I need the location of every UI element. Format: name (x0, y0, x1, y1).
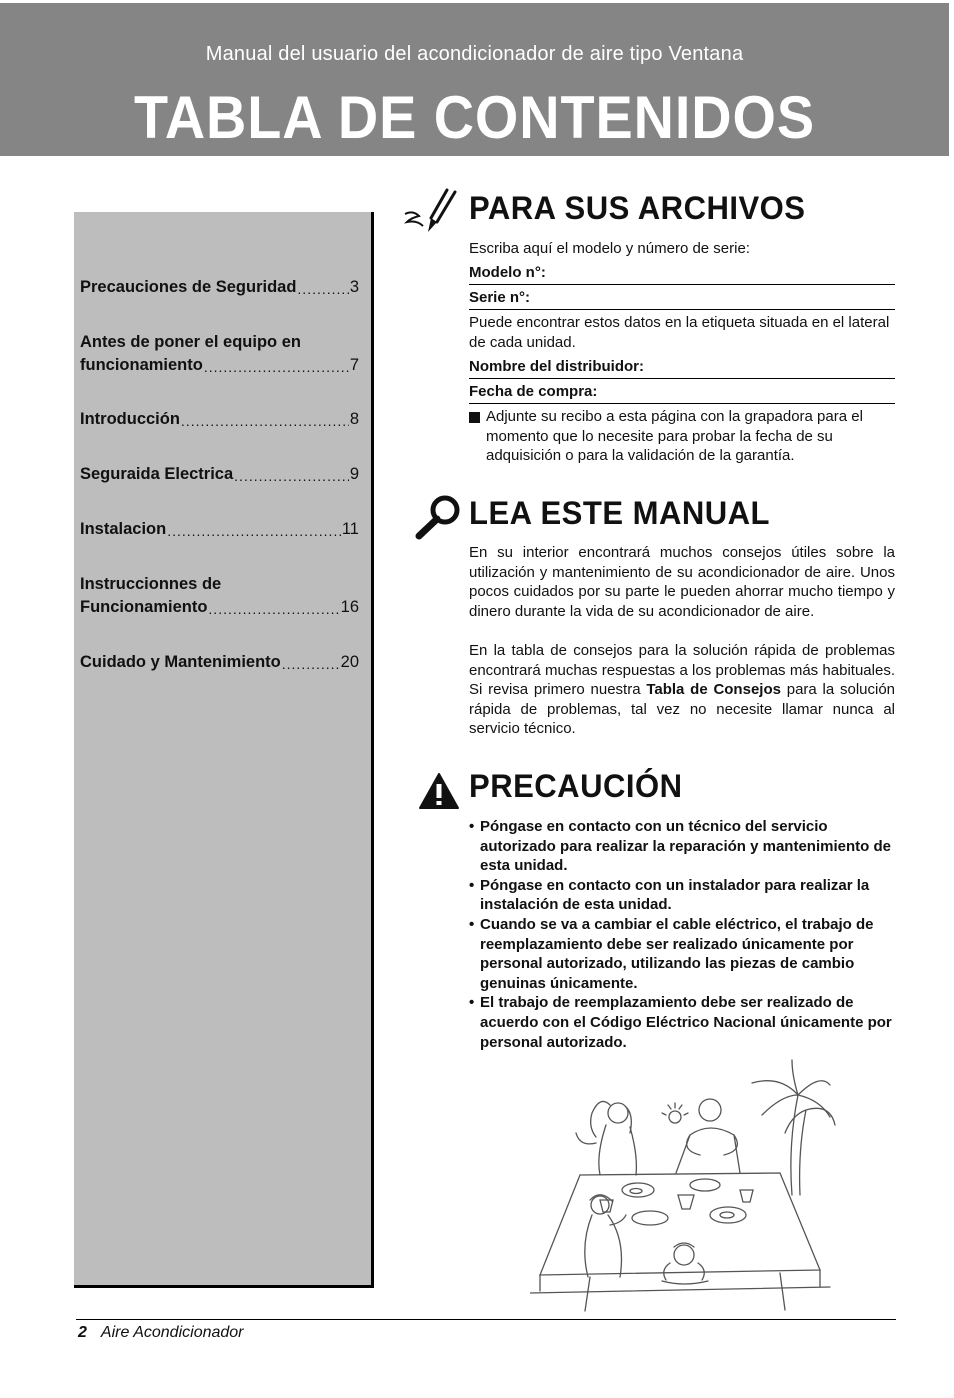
tips-table-reference: Tabla de Consejos (646, 681, 781, 699)
caution-item (469, 876, 895, 915)
toc-entry-title: Introducción (80, 410, 180, 428)
footer-rule (76, 1319, 896, 1320)
caution-item-text: Cuando se va a cambiar el cable eléctrico, el trabajo de reemplazamiento debe ser realizado únicamente por personal autorizado, utilizando las piezas de cambio genuinas únicamente. (480, 915, 874, 992)
caution-item-text: Póngase en contacto con un técnico del servicio autorizado para realizar la reparación y mantenimiento de esta unidad. (480, 818, 891, 875)
page-header (0, 3, 949, 156)
bullet: • (469, 876, 475, 894)
manual-paragraph-2 (469, 641, 895, 739)
manual-section-title: LEA ESTE MANUAL (469, 495, 771, 531)
manual-paragraph-2-pre: En la tabla de consejos para la solución rápida de problemas encontrará muchas respuestas a los problemas más habituales. Si revisa primero nuestra (469, 642, 895, 699)
caution-item-text: El trabajo de reemplazamiento debe ser realizado de acuerdo con el Código Eléctrico Nacional únicamente por personal autorizado. (480, 994, 892, 1051)
magnifier-icon (413, 494, 463, 540)
toc-entry[interactable] (80, 331, 359, 377)
manual-paragraph-2-post: para la solución rápida de problemas, tal vez no necesite llamar nunca al servicio técnico. (469, 681, 896, 738)
family-picnic-illustration (530, 1055, 840, 1315)
page-title: TABLA DE CONTENIDOS (133, 84, 816, 151)
toc-entry[interactable] (80, 463, 359, 486)
page-footer (78, 1324, 244, 1342)
toc-entry-page: 16 (340, 598, 359, 616)
toc-entry-page: 3 (349, 278, 359, 296)
caution-item (469, 915, 895, 993)
warning-triangle-icon (418, 772, 460, 810)
records-intro: Escriba aquí el modelo y número de serie: (469, 240, 750, 257)
toc-entry[interactable] (80, 276, 359, 299)
model-field[interactable] (469, 264, 895, 285)
toc-entry-title: Precauciones de Seguridad (80, 278, 297, 296)
square-bullet-icon (469, 412, 480, 423)
bullet: • (469, 994, 475, 1012)
bullet: • (469, 915, 475, 933)
caution-section-title: PRECAUCIÓN (469, 768, 683, 804)
records-section-title: PARA SUS ARCHIVOS (469, 190, 806, 226)
manual-paragraph-1: En su interior encontrará muchos consejos útiles sobre la utilización y mantenimiento de su acondicionador de aire. Unos pocos cuidados por su parte le pueden ahorrar mucho tiempo y dinero durante la vida de su acondicionador de aire. (469, 544, 895, 620)
toc-entry-page: 20 (340, 653, 359, 671)
table-of-contents (74, 212, 374, 1288)
records-location-text: Puede encontrar estos datos en la etiqueta situada en el lateral de cada unidad. (469, 314, 890, 351)
dealer-field[interactable] (469, 358, 895, 379)
toc-entry-page: 7 (349, 356, 359, 374)
caution-item (469, 993, 895, 1052)
page-number: 2 (78, 1324, 87, 1341)
dealer-label: Nombre del distribuidor: (469, 358, 645, 375)
serial-label: Serie n°: (469, 289, 531, 306)
toc-entry-title: Instruccionnes de (80, 575, 222, 593)
toc-entry-page: 11 (341, 520, 359, 538)
caution-list (469, 817, 895, 1052)
bullet: • (469, 818, 475, 835)
toc-entry[interactable] (80, 518, 359, 541)
footer-text: Aire Acondicionador (100, 1324, 244, 1341)
header-subtitle: Manual del usuario del acondicionador de aire tipo Ventana (205, 43, 744, 65)
model-label: Modelo n°: (469, 264, 546, 281)
toc-entry-page: 8 (349, 410, 359, 428)
toc-entry-title: Cuidado y Mantenimiento (80, 653, 281, 671)
purchase-date-field[interactable] (469, 383, 895, 404)
pencil-icon (403, 188, 461, 236)
toc-entry[interactable] (80, 651, 359, 674)
receipt-note (469, 407, 895, 466)
receipt-note-text: Adjunte su recibo a esta página con la grapadora para el momento que lo necesite para probar la fecha de su adquisición o para la validación de la garantía. (486, 408, 863, 465)
caution-item-text: Póngase en contacto con un instalador para realizar la instalación de esta unidad. (480, 876, 870, 914)
toc-entry[interactable] (80, 408, 359, 431)
caution-item (469, 817, 895, 876)
toc-entry-title: Seguraida Electrica (80, 465, 234, 483)
toc-entry-page: 9 (349, 465, 359, 483)
toc-entry-title: Antes de poner el equipo en (80, 333, 301, 351)
toc-entry[interactable] (80, 573, 359, 619)
toc-entry-title: Instalacion (80, 520, 167, 538)
serial-field[interactable] (469, 289, 895, 310)
toc-entry-title: funcionamiento (80, 356, 203, 374)
purchase-date-label: Fecha de compra: (469, 383, 598, 400)
toc-entry-title: Funcionamiento (80, 598, 208, 616)
